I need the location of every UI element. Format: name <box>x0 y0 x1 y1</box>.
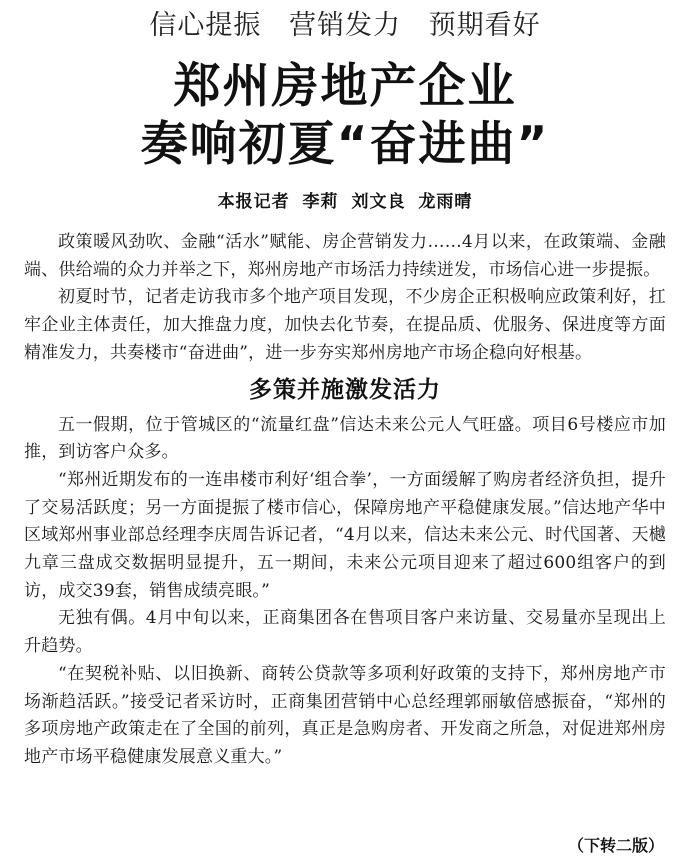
continued-note: （下转二版） <box>567 836 664 855</box>
article-body <box>24 229 666 772</box>
paragraph-3: 五一假期，位于管城区的“流量红盘”信达未来公元人气旺盛。项目6号楼应市加推，到访客户众多。 <box>24 414 666 463</box>
kicker-headline <box>0 8 690 44</box>
main-headline <box>0 58 690 174</box>
paragraph-6: “在契税补贴、以旧换新、商转公贷款等多项利好政策的支持下，郑州房地产市场渐趋活跃。”接受记者采访时，正商集团营销中心总经理郭丽敏倍感振奋，“郑州的多项房地产政策走在了全国的前列，真正是急购房者、开发商之所急，对促进郑州房地产市场平稳健康发展意义重大。” <box>24 663 666 767</box>
section-subhead: 多策并施激发活力 <box>249 376 441 403</box>
kicker-part-3: 预期看好 <box>428 10 541 41</box>
paragraph-2: 初夏时节，记者走访我市多个地产项目发现，不少房企正积极响应政策利好，扛牢企业主体责任，加大推盘力度，加快去化节奏，在提品质、优服务、保进度等方面精准发力，共奏楼市“奋进曲”，进一步夯实郑州房地产市场企稳向好根基。 <box>24 287 666 363</box>
kicker-part-2: 营销发力 <box>289 10 401 41</box>
headline-line-2: 奏响初夏“奋进曲” <box>140 117 550 172</box>
headline-line-1: 郑州房地产企业 <box>173 59 517 114</box>
byline-prefix: 本报记者 <box>217 192 290 212</box>
kicker-part-1: 信心提振 <box>149 10 262 41</box>
byline-author-3: 龙雨晴 <box>418 192 473 212</box>
byline <box>0 190 690 214</box>
paragraph-4: “郑州近期发布的一连串楼市利好‘组合拳’，一方面缓解了购房者经济负担，提升了交易活跃度；另一方面提振了楼市信心，保障房地产平稳健康发展。”信达地产华中区域郑州事业部总经理李庆周告诉记者，“4月以来，信达未来公元、时代国著、天樾九章三盘成交数据明显提升，五一期间，未来公元项目迎来了超过600组客户的到访，成交39套，销售成绩亮眼。” <box>24 469 666 601</box>
byline-author-2: 刘文良 <box>351 192 406 212</box>
paragraph-5: 无独有偶。4月中旬以来，正商集团各在售项目客户来访量、交易量亦呈现出上升趋势。 <box>24 608 666 657</box>
byline-author-1: 李莉 <box>302 192 339 212</box>
paragraph-1: 政策暖风劲吹、金融“活水”赋能、房企营销发力……4月以来，在政策端、金融端、供给端的众力并举之下，郑州房地产市场活力持续迸发，市场信心进一步提振。 <box>24 232 666 280</box>
